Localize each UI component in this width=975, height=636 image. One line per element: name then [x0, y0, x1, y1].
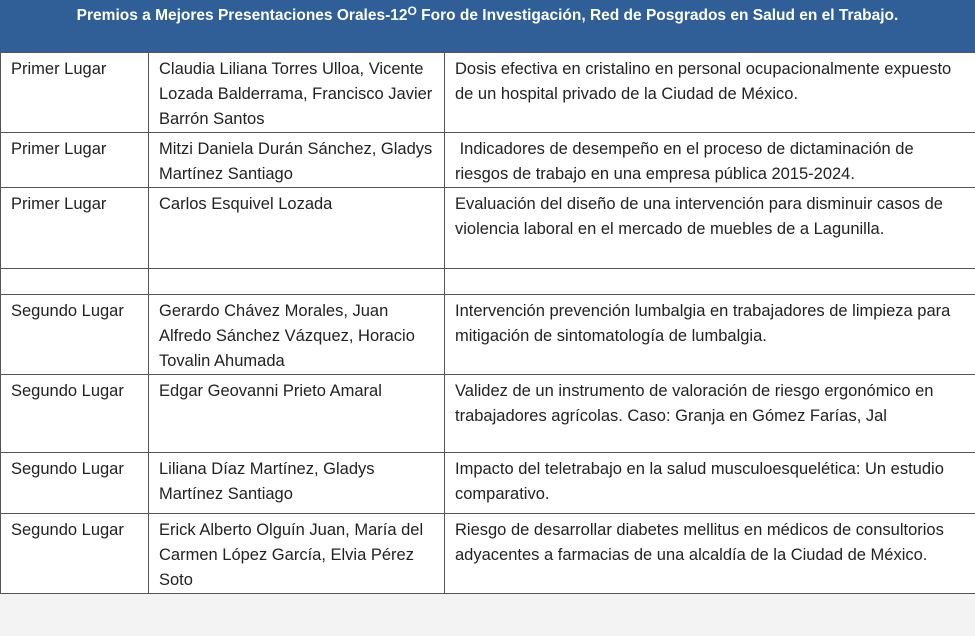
authors-cell [149, 269, 445, 295]
table-row [1, 453, 975, 514]
place-text: Primer Lugar [11, 60, 107, 78]
place-text: Segundo Lugar [11, 302, 124, 320]
place-cell [1, 375, 149, 453]
title-text: Premios a Mejores Presentaciones Orales-12 [76, 7, 408, 24]
title-cell [445, 53, 975, 133]
title-cell [445, 375, 975, 453]
presentation-title-text: Validez de un instrumento de valoración de riesgo ergonómico en trabajadores agrícolas. Caso: Granja en Gómez Farías, Jal [455, 382, 934, 425]
place-text: Segundo Lugar [11, 382, 124, 400]
authors-cell [149, 188, 445, 269]
awards-table [0, 52, 975, 594]
place-text: Primer Lugar [11, 195, 107, 213]
presentation-title-text: Intervención prevención lumbalgia en trabajadores de limpieza para mitigación de sintomatología de lumbalgia. [455, 302, 951, 345]
table-title-bar [0, 0, 975, 52]
presentation-title-text: Riesgo de desarrollar diabetes mellitus en médicos de consultorios adyacentes a farmacias de una alcaldía de la Ciudad de México. [455, 521, 944, 564]
authors-text: Gerardo Chávez Morales, Juan Alfredo Sánchez Vázquez, Horacio Tovalin Ahumada [159, 302, 415, 370]
authors-cell [149, 514, 445, 594]
presentation-title-text: Impacto del teletrabajo en la salud musculoesquelética: Un estudio comparativo. [455, 460, 944, 503]
table-row [1, 188, 975, 269]
title-cell [445, 295, 975, 375]
authors-text: Edgar Geovanni Prieto Amaral [159, 382, 382, 400]
authors-cell [149, 295, 445, 375]
place-text: Segundo Lugar [11, 460, 124, 478]
place-cell [1, 53, 149, 133]
place-cell [1, 453, 149, 514]
place-cell [1, 269, 149, 295]
table-row [1, 53, 975, 133]
presentation-title-text: Dosis efectiva en cristalino en personal ocupacionalmente expuesto de un hospital privado de la Ciudad de México. [455, 60, 952, 103]
authors-cell [149, 53, 445, 133]
place-cell [1, 188, 149, 269]
authors-text: Mitzi Daniela Durán Sánchez, Gladys Martínez Santiago [159, 140, 433, 183]
presentation-title-text: Indicadores de desempeño en el proceso de dictaminación de riesgos de trabajo en una empresa pública 2015-2024. [455, 140, 919, 183]
authors-cell [149, 133, 445, 188]
place-cell [1, 133, 149, 188]
place-text: Primer Lugar [11, 140, 107, 158]
title-cell [445, 188, 975, 269]
place-cell [1, 514, 149, 594]
authors-text: Carlos Esquivel Lozada [159, 195, 333, 213]
authors-text: Liliana Díaz Martínez, Gladys Martínez Santiago [159, 460, 375, 503]
title-cell [445, 269, 975, 295]
authors-text: Erick Alberto Olguín Juan, María del Carmen López García, Elvia Pérez Soto [159, 521, 424, 589]
title-cell [445, 453, 975, 514]
presentation-title-text: Evaluación del diseño de una intervención para disminuir casos de violencia laboral en el mercado de muebles de a Lagunilla. [455, 195, 943, 238]
place-cell [1, 295, 149, 375]
title-text-end: Foro de Investigación, Red de Posgrados en Salud en el Trabajo. [416, 7, 899, 24]
authors-cell [149, 453, 445, 514]
table-row [1, 295, 975, 375]
title-cell [445, 133, 975, 188]
title-cell [445, 514, 975, 594]
table-row [1, 375, 975, 453]
authors-cell [149, 375, 445, 453]
table-row-empty [1, 269, 975, 295]
authors-text: Claudia Liliana Torres Ulloa, Vicente Lozada Balderrama, Francisco Javier Barrón Santos [159, 60, 433, 128]
title-superscript: O [407, 4, 417, 18]
table-row [1, 133, 975, 188]
place-text: Segundo Lugar [11, 521, 124, 539]
table-row [1, 514, 975, 594]
